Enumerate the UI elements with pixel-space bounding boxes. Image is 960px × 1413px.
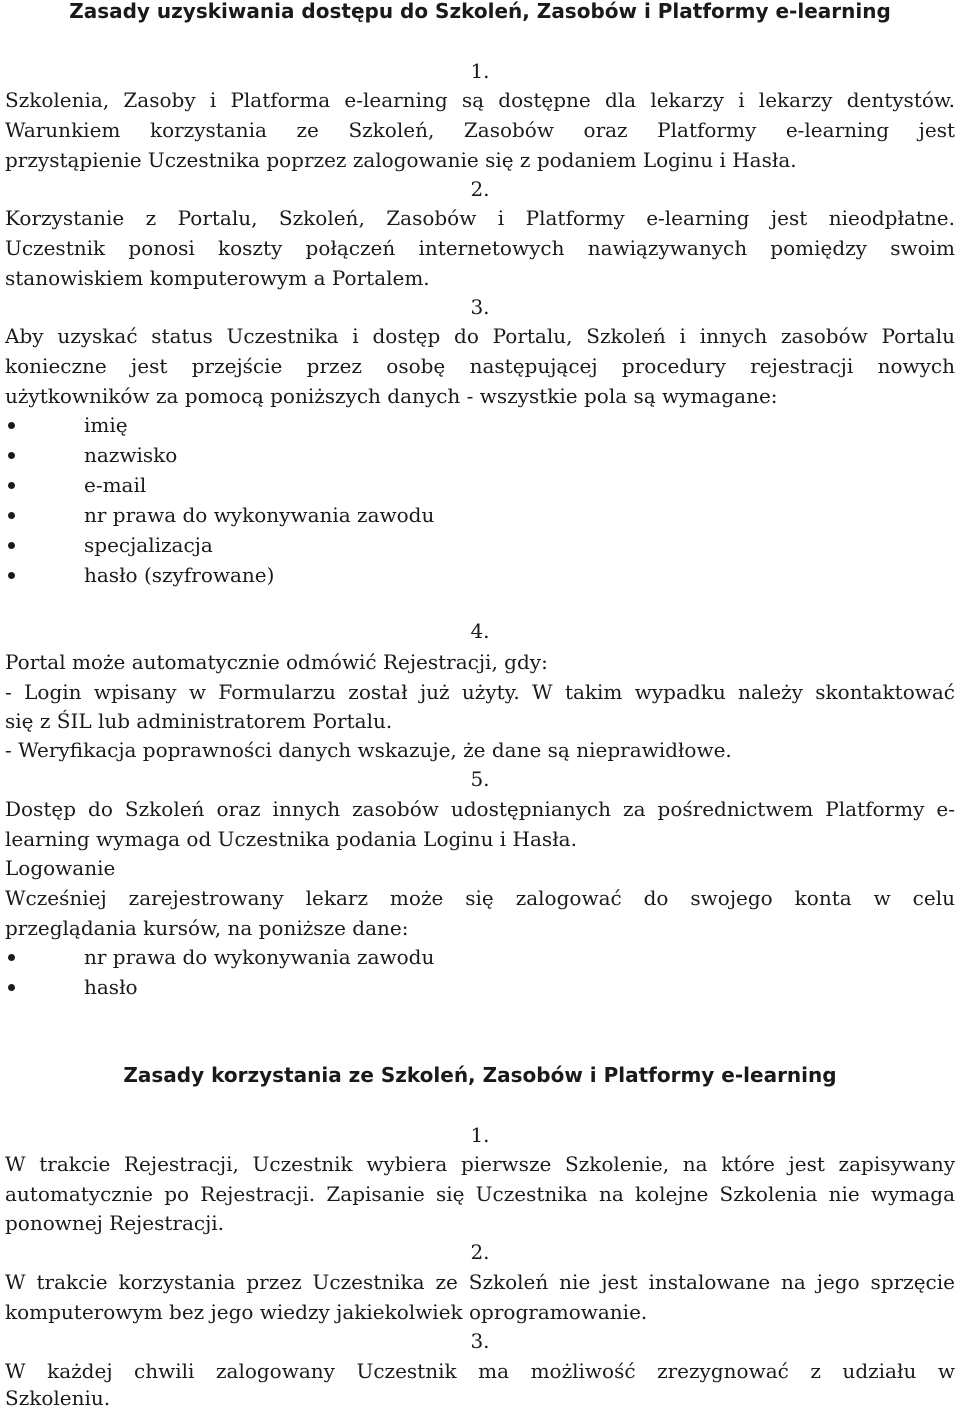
bullet-icon — [8, 984, 15, 991]
paragraph-line: Portal może automatycznie odmówić Rejestracji, gdy: — [5, 650, 548, 674]
item-number: 3. — [470, 1329, 490, 1353]
paragraph-line: Warunkiem korzystania ze Szkoleń, Zasobów oraz Platformy e-learning jest — [5, 118, 955, 142]
paragraph-line: stanowiskiem komputerowym a Portalem. — [5, 266, 430, 290]
paragraph-line: przeglądania kursów, na poniższe dane: — [5, 916, 409, 940]
paragraph-line: się z ŚIL lub administratorem Portalu. — [5, 709, 393, 733]
paragraph-line: Korzystanie z Portalu, Szkoleń, Zasobów i Platformy e-learning jest nieodpłatne. — [5, 206, 955, 230]
bullet-icon — [8, 452, 15, 459]
item-number: 2. — [470, 177, 490, 201]
paragraph-line: Aby uzyskać status Uczestnika i dostęp do Portalu, Szkoleń i innych zasobów Portalu — [5, 324, 955, 348]
list-item-label: nr prawa do wykonywania zawodu — [84, 945, 435, 969]
paragraph-line: Wcześniej zarejestrowany lekarz może się zalogować do swojego konta w celu — [5, 886, 955, 910]
section-title-usage: Zasady korzystania ze Szkoleń, Zasobów i Platformy e-learning — [123, 1063, 837, 1087]
paragraph-line: konieczne jest przejście przez osobę następującej procedury rejestracji nowych — [5, 354, 955, 378]
login-heading: Logowanie — [5, 856, 116, 880]
bullet-icon — [8, 512, 15, 519]
paragraph-line: użytkowników za pomocą poniższych danych - wszystkie pola są wymagane: — [5, 384, 778, 408]
bullet-icon — [8, 482, 15, 489]
paragraph-line: przystąpienie Uczestnika poprzez zalogowanie się z podaniem Loginu i Hasła. — [5, 148, 797, 172]
paragraph-line: komputerowym bez jego wiedzy jakiekolwiek oprogramowanie. — [5, 1300, 648, 1324]
list-item-label: specjalizacja — [84, 533, 213, 557]
item-number: 1. — [470, 1123, 490, 1147]
paragraph-line: Szkolenia, Zasoby i Platforma e-learning są dostępne dla lekarzy i lekarzy dentystów. — [5, 88, 955, 112]
list-item-label: e-mail — [84, 473, 147, 497]
paragraph-line: learning wymaga od Uczestnika podania Loginu i Hasła. — [5, 827, 577, 851]
paragraph-line: W każdej chwili zalogowany Uczestnik ma możliwość zrezygnować z udziału w — [5, 1359, 955, 1383]
item-number: 5. — [470, 767, 490, 791]
list-item-label: nazwisko — [84, 443, 178, 467]
paragraph-line: ponownej Rejestracji. — [5, 1211, 225, 1235]
list-item-label: imię — [84, 413, 128, 437]
item-number: 3. — [470, 295, 490, 319]
bullet-icon — [8, 542, 15, 549]
paragraph-line: - Weryfikacja poprawności danych wskazuje, że dane są nieprawidłowe. — [5, 738, 732, 762]
list-item-label: hasło — [84, 975, 138, 999]
item-number: 1. — [470, 59, 490, 83]
bullet-icon — [8, 954, 15, 961]
bullet-icon — [8, 572, 15, 579]
paragraph-line: Uczestnik ponosi koszty połączeń internetowych nawiązywanych pomiędzy swoim — [5, 236, 955, 260]
list-item-label: hasło (szyfrowane) — [84, 563, 275, 587]
paragraph-line: W trakcie korzystania przez Uczestnika ze Szkoleń nie jest instalowane na jego sprzęcie — [5, 1270, 955, 1294]
paragraph-line: - Login wpisany w Formularzu został już użyty. W takim wypadku należy skontaktować — [5, 680, 955, 704]
paragraph-line: Szkoleniu. — [5, 1386, 111, 1410]
item-number: 4. — [470, 619, 490, 643]
item-number: 2. — [470, 1240, 490, 1264]
list-item-label: nr prawa do wykonywania zawodu — [84, 503, 435, 527]
paragraph-line: automatycznie po Rejestracji. Zapisanie się Uczestnika na kolejne Szkolenia nie wymaga — [5, 1182, 955, 1206]
paragraph-line: W trakcie Rejestracji, Uczestnik wybiera pierwsze Szkolenie, na które jest zapisywany — [5, 1152, 955, 1176]
paragraph-line: Dostęp do Szkoleń oraz innych zasobów udostępnianych za pośrednictwem Platformy e- — [5, 797, 955, 821]
section-title-access: Zasady uzyskiwania dostępu do Szkoleń, Zasobów i Platformy e-learning — [69, 0, 891, 23]
bullet-icon — [8, 422, 15, 429]
